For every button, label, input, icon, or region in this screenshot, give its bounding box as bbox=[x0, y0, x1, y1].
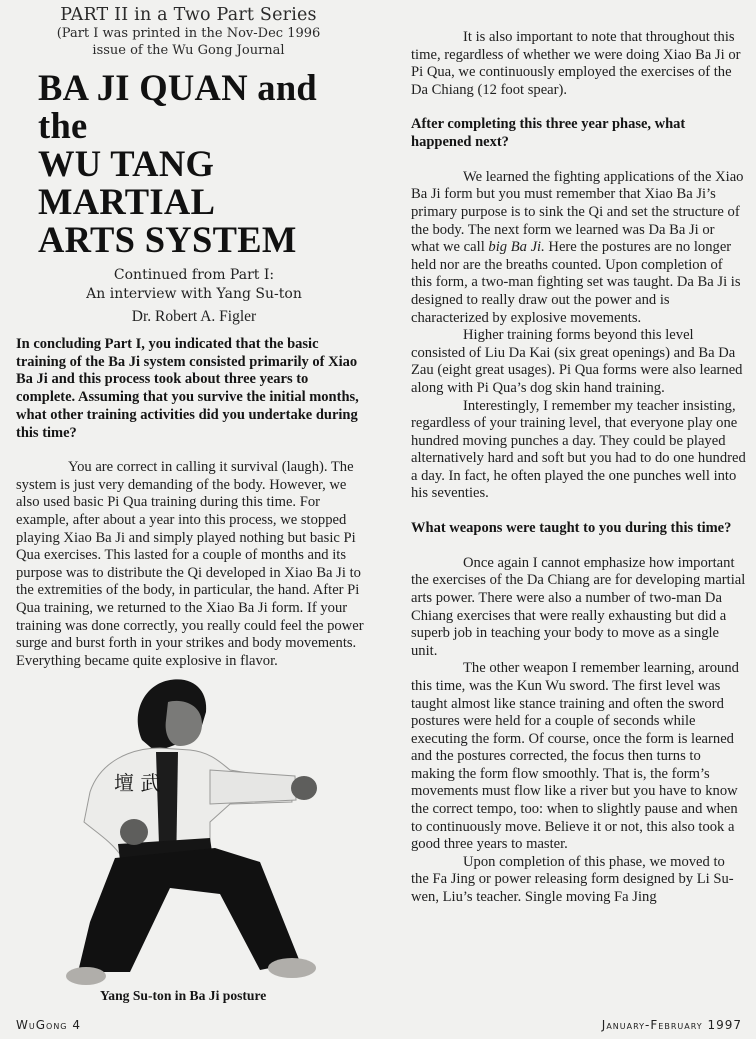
subtitle-line: An interview with Yang Su-ton bbox=[86, 286, 302, 302]
footer-page-label: WuGong 4 bbox=[16, 1018, 81, 1032]
article-subtitle bbox=[16, 266, 372, 304]
article-photo bbox=[60, 672, 350, 988]
title-line: ARTS SYSTEM bbox=[38, 219, 297, 260]
photo-caption: Yang Su-ton in Ba Ji posture bbox=[100, 988, 267, 1003]
footer-issue-date: January-February 1997 bbox=[601, 1018, 742, 1032]
series-line: PART II in a Two Part Series bbox=[60, 5, 317, 25]
interview-question: What weapons were taught to you during this time? bbox=[411, 520, 732, 537]
answer-paragraph: It is also important to note that throughout this time, regardless of whether we were doing Xiao Ba Ji or Pi Qua, we continuously employed the exercises of the Da Chiang (12 foot spear). bbox=[411, 29, 741, 98]
interview-question: After completing this three year phase, what happened next? bbox=[411, 116, 686, 151]
right-column bbox=[411, 0, 746, 907]
photo-shoe-right bbox=[268, 958, 316, 978]
series-header bbox=[16, 5, 361, 59]
answer-paragraph: Once again I cannot emphasize how important the exercises of the Da Chiang are for developing martial arts power. There were also a number of two-man Da Chiang exercises that were really exhausting but did a superb job in teaching your body to move as a single unit. bbox=[411, 554, 746, 659]
photo-jacket-characters: 壇 武 bbox=[114, 771, 161, 795]
photo-fist bbox=[291, 776, 317, 800]
article-title bbox=[38, 69, 368, 259]
answer-paragraph: The other weapon I remember learning, around this time, was the Kun Wu sword. The first level was taught almost like stance training and often the sword postures were held for a couple of seconds while executing the form. Of course, once the form is learned and the postures corrected, the focus then turns to making the form flow smoothly. That is, the form’s movements must flow like a river but you have to know the correct tempo, too: when to slightly pause and when to continuously move. Believe it or not, this also took a good three years to master. bbox=[411, 660, 739, 853]
left-column bbox=[16, 0, 368, 670]
answer-paragraph: Interestingly, I remember my teacher insisting, regardless of your training level, that everyone play one hundred moving punches a day. They could be played alternatively hard and soft but you had to do one hundred a day. In fact, he often played the one punches well into his seventies. bbox=[411, 397, 746, 502]
answer-paragraph: Higher training forms beyond this level consisted of Liu Da Kai (six great openings) and Ba Da Zau (eight great usages). Pi Qua forms were also learned along with Pi Qua’s dog skin hand training. bbox=[411, 327, 743, 396]
author-byline: Dr. Robert A. Figler bbox=[131, 308, 257, 325]
photo-trousers bbox=[78, 848, 300, 972]
photo-arm bbox=[210, 770, 296, 804]
answer-paragraph: Upon completion of this phase, we moved to the Fa Jing or power releasing form designed by Li Su-wen, Liu’s teacher. Single moving Fa Jing bbox=[411, 853, 734, 906]
interview-answer bbox=[411, 169, 746, 503]
interview-question: In concluding Part I, you indicated that the basic training of the Ba Ji system consisted primarily of Xiao Ba Ji and this process took about three years to complete. Assuming that you survive the initial months, what other training activities did you undertake during this time? bbox=[16, 336, 359, 441]
title-line: BA JI QUAN and the bbox=[38, 67, 318, 146]
photo-chambered-fist bbox=[120, 819, 148, 845]
answer-paragraph: You are correct in calling it survival (laugh). The system is just very demanding of the body. However, we also used basic Pi Qua training during this time. For example, after about a year into this process, we stopped playing Xiao Ba Ji and simply played nothing but basic Pi Qua exercises. This lasted for a couple of months and its purpose was to distribute the Qi developed in Xiao Ba Ji to the extremities of the body, in particular, the hand. After Pi Qua training, we returned to the Xiao Ba Ji form. If your training was done correctly, you really could feel the power surge and burst forth in your strikes and body movements. Everything became quite explosive in flavor. bbox=[16, 459, 364, 669]
interview-answer bbox=[16, 459, 368, 670]
italic-term: big Ba Ji. bbox=[488, 239, 545, 256]
title-line: WU TANG MARTIAL bbox=[38, 143, 216, 222]
series-note-line1: (Part I was printed in the Nov-Dec 1996 bbox=[56, 26, 321, 41]
series-note-line2: issue of the Wu Gong Journal bbox=[92, 43, 285, 58]
subtitle-line: Continued from Part I: bbox=[113, 267, 275, 283]
answer-paragraph: We learned the fighting applications of the Xiao Ba Ji form but you must remember that Xiao Ba Ji’s primary purpose is to sink the Qi and set the structure of the body. The next form we learned was Da Ba Ji or what we call big Ba Ji. Here the postures are no longer held nor are the breaths counted. Upon completion of this form, a two-man fighting set was taught. Da Ba Ji is designed to really draw out the power and is characterized by explosive movements. bbox=[411, 168, 744, 326]
photo-shoe-left bbox=[66, 967, 106, 985]
interview-answer bbox=[411, 555, 746, 907]
